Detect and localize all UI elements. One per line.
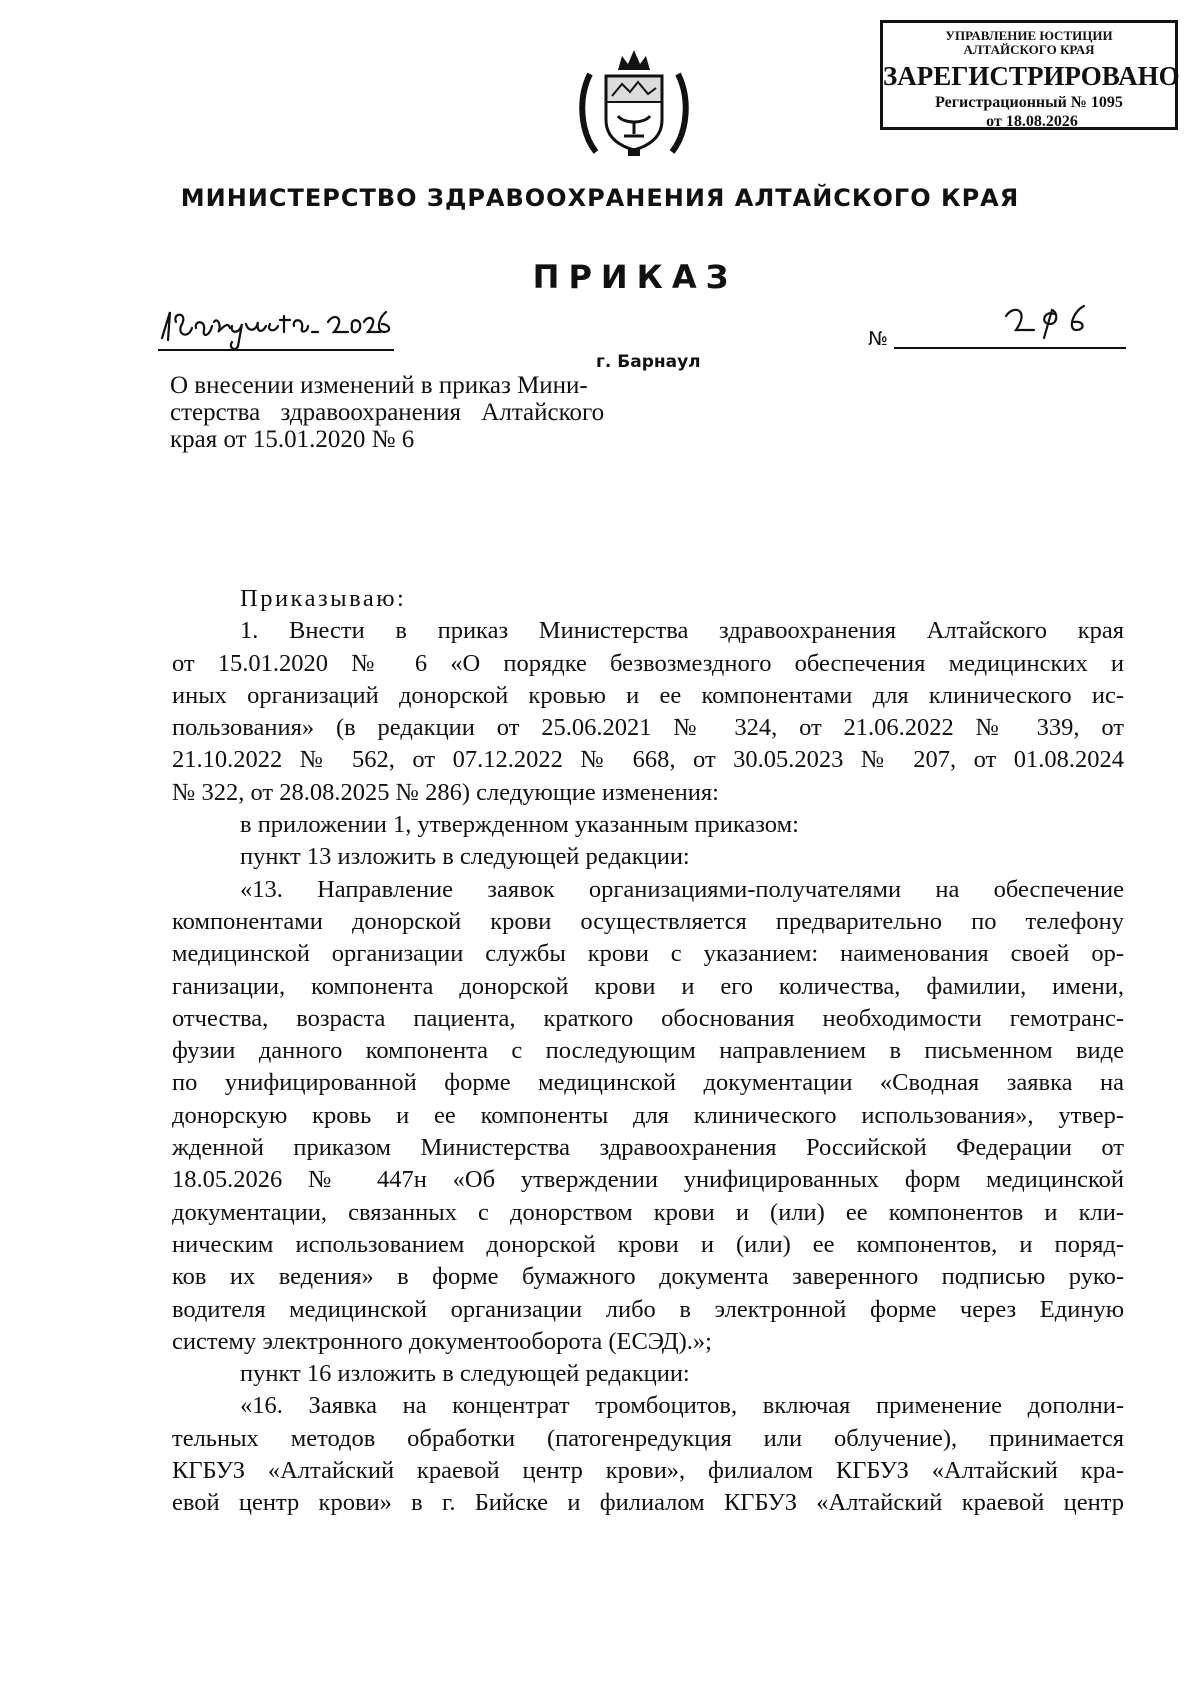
body-line: тельных методов обработки (патогенредукция или облучение), принимается — [172, 1424, 1124, 1452]
handwritten-date-scribble — [158, 302, 394, 352]
body-line: документации, связанных с донорством крови и (или) ее компонентов и кли- — [172, 1198, 1124, 1226]
body-line: иных организаций донорской кровью и ее компонентами для клинического ис- — [172, 681, 1124, 709]
coat-of-arms-emblem — [576, 40, 692, 162]
handwritten-date — [158, 302, 394, 352]
registration-stamp — [880, 20, 1178, 130]
body-line: 1. Внести в приказ Министерства здравоохранения Алтайского края — [240, 617, 1124, 645]
body-line: ническим использованием донорской крови и (или) ее компонентов, и поряд- — [172, 1230, 1124, 1258]
opening-word: Приказываю: — [240, 585, 407, 612]
body-line: пункт 16 изложить в следующей редакции: — [240, 1360, 690, 1388]
city-label: г. Барнаул — [596, 352, 701, 372]
number-underline — [894, 347, 1126, 349]
date-underline — [158, 349, 394, 351]
handwritten-number-scribble — [1000, 300, 1090, 344]
body-line: в приложении 1, утвержденном указанным приказом: — [240, 811, 799, 839]
body-line: «13. Направление заявок организациями-получателями на обеспечение — [240, 875, 1124, 903]
body-line: ганизации, компонента донорской крови и его количества, фамилии, имени, — [172, 972, 1124, 1000]
stamp-registered: ЗАРЕГИСТРИРОВАНО — [883, 61, 1180, 91]
stamp-agency-line2: АЛТАЙСКОГО КРАЯ — [963, 42, 1095, 57]
stamp-reg-date: от 18.08.2026 — [986, 113, 1078, 130]
body-line: жденной приказом Министерства здравоохранения Российской Федерации от — [172, 1134, 1124, 1162]
order-body — [172, 583, 1124, 1520]
body-line: евой центр крови» в г. Бийске и филиалом КГБУЗ «Алтайский краевой центр — [172, 1489, 1124, 1517]
handwritten-number — [1000, 300, 1090, 344]
body-line: № 322, от 28.08.2025 № 286) следующие изменения: — [172, 778, 719, 806]
subject-line: края от 15.01.2020 № 6 — [170, 426, 415, 453]
stamp-reg-number: Регистрационный № 1095 — [935, 94, 1123, 111]
subject-line: стерства здравоохранения Алтайского — [170, 399, 605, 426]
body-line: от 15.01.2020 № 6 «О порядке безвозмездного обеспечения медицинских и — [172, 649, 1124, 677]
order-subject — [170, 372, 670, 453]
body-line: ков их ведения» в форме бумажного документа заверенного подписью руко- — [172, 1263, 1124, 1291]
number-label: № — [868, 328, 888, 350]
stamp-agency-line1: УПРАВЛЕНИЕ ЮСТИЦИИ — [945, 28, 1113, 43]
body-line: «16. Заявка на концентрат тромбоцитов, включая применение дополни- — [240, 1392, 1124, 1420]
body-line: фузии данного компонента с последующим направлением в письменном виде — [172, 1037, 1124, 1065]
body-line: по унифицированной форме медицинской документации «Сводная заявка на — [172, 1069, 1124, 1097]
body-line: систему электронного документооборота (ЕСЭД).»; — [172, 1327, 712, 1355]
document-type: ПРИКАЗ — [532, 258, 738, 296]
body-line: пользования» (в редакции от 25.06.2021 № 324, от 21.06.2022 № 339, от — [172, 714, 1124, 742]
ministry-name: МИНИСТЕРСТВО ЗДРАВООХРАНЕНИЯ АЛТАЙСКОГО КРАЯ — [180, 184, 1020, 212]
body-line: компонентами донорской крови осуществляется предварительно по телефону — [172, 907, 1124, 935]
body-line: пункт 13 изложить в следующей редакции: — [240, 843, 690, 871]
body-line: КГБУЗ «Алтайский краевой центр крови», филиалом КГБУЗ «Алтайский кра- — [172, 1457, 1124, 1485]
body-line: донорскую кровь и ее компоненты для клинического использования», утвер- — [172, 1101, 1124, 1129]
body-line: медицинской организации службы крови с указанием: наименования своей ор- — [172, 940, 1124, 968]
body-line: водителя медицинской организации либо в электронной форме через Единую — [172, 1295, 1124, 1323]
subject-line: О внесении изменений в приказ Мини- — [170, 372, 588, 399]
body-line: 21.10.2022 № 562, от 07.12.2022 № 668, от 30.05.2023 № 207, от 01.08.2024 — [172, 746, 1124, 774]
body-line: 18.05.2026 № 447н «Об утверждении унифицированных форм медицинской — [172, 1166, 1124, 1194]
body-line: отчества, возраста пациента, краткого обоснования необходимости гемотранс- — [172, 1004, 1124, 1032]
altai-krai-coat-of-arms-icon — [576, 40, 692, 162]
